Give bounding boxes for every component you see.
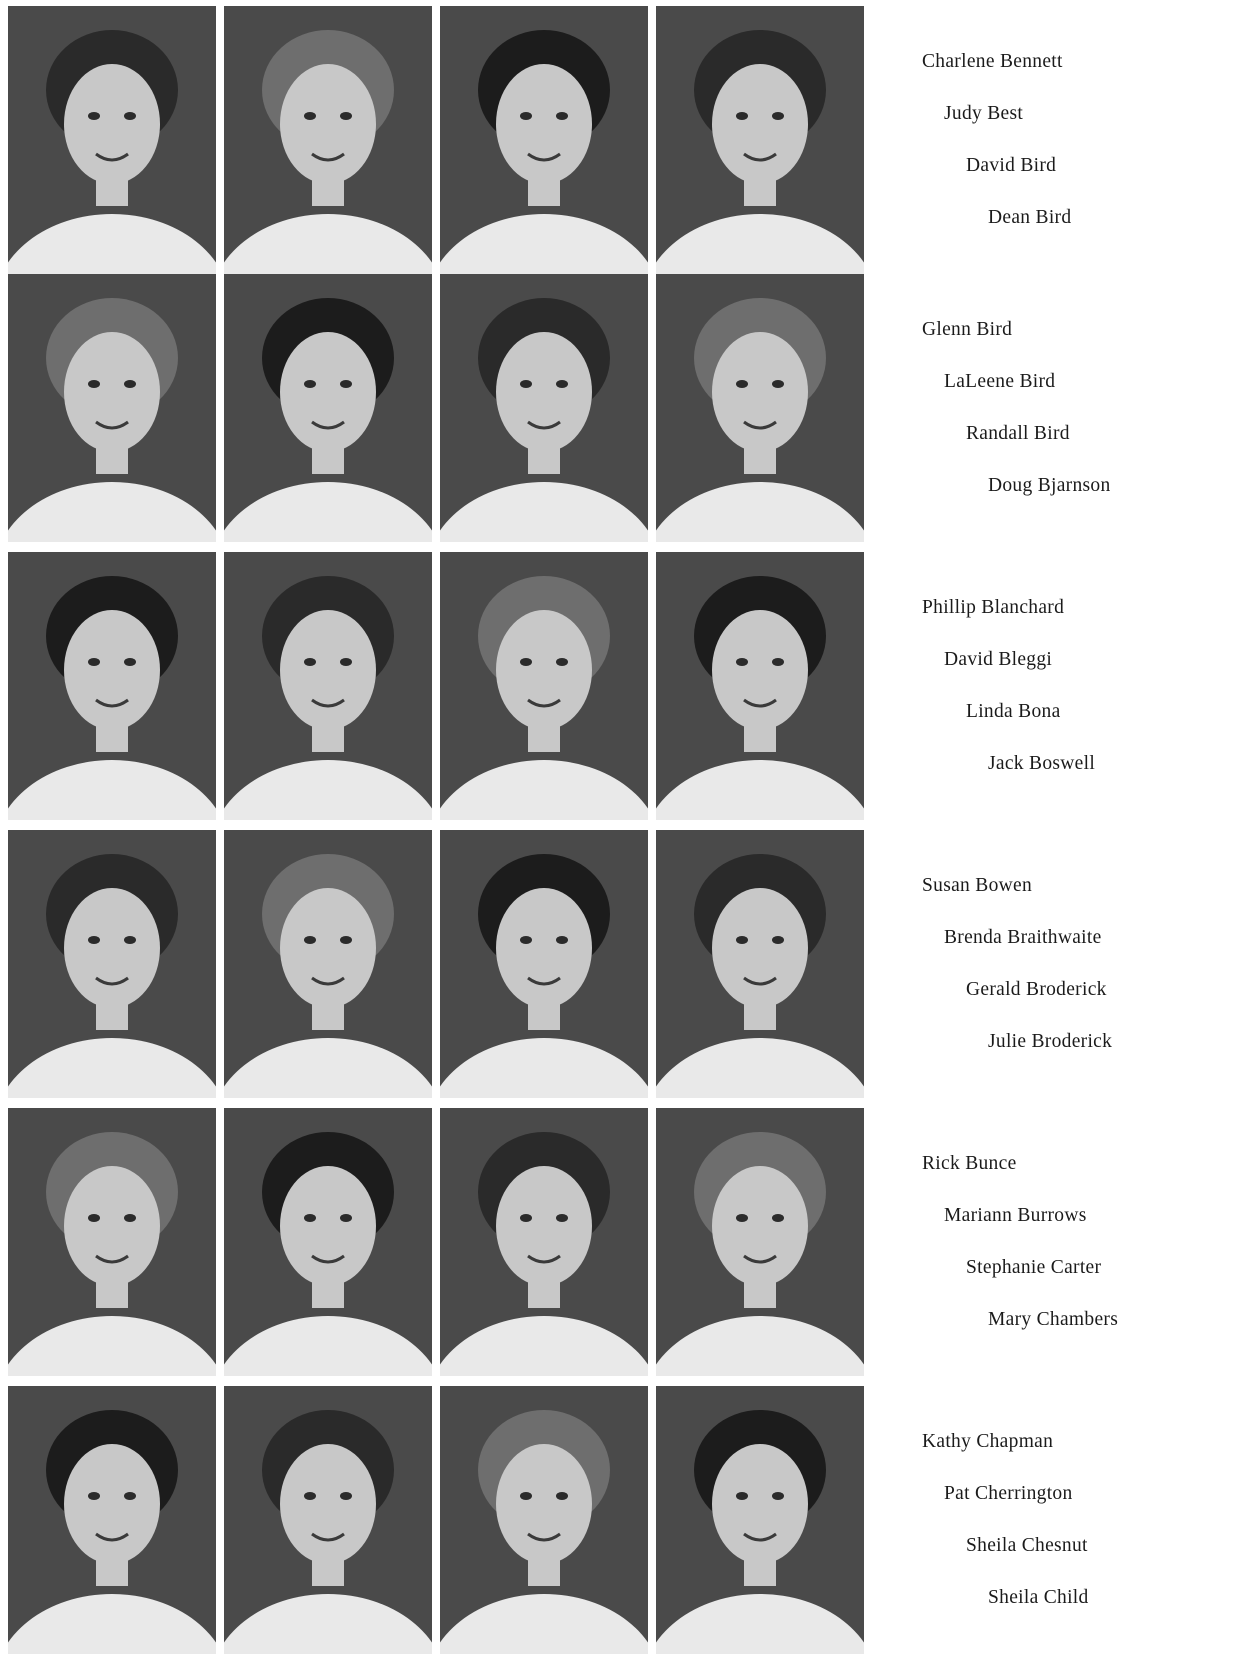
name-group bbox=[900, 274, 1230, 542]
student-name: Stephanie Carter bbox=[966, 1257, 1102, 1278]
portrait-photo-icon bbox=[656, 1386, 864, 1654]
portrait-photo-icon bbox=[224, 274, 432, 542]
student-portrait bbox=[224, 1386, 432, 1654]
student-portrait bbox=[656, 1108, 864, 1376]
student-name: Pat Cherrington bbox=[944, 1483, 1073, 1504]
portrait-photo-icon bbox=[8, 830, 216, 1098]
student-name: Judy Best bbox=[944, 103, 1024, 124]
student-portrait bbox=[224, 6, 432, 274]
student-portrait bbox=[656, 830, 864, 1098]
portrait-photo-icon bbox=[656, 6, 864, 274]
portrait-photo-icon bbox=[440, 6, 648, 274]
portrait-photo-icon bbox=[656, 830, 864, 1098]
student-portrait bbox=[656, 274, 864, 542]
student-name: Linda Bona bbox=[966, 701, 1061, 722]
student-portrait bbox=[8, 1108, 216, 1376]
student-portrait bbox=[224, 830, 432, 1098]
student-name: Charlene Bennett bbox=[922, 51, 1063, 72]
name-group bbox=[900, 1108, 1230, 1376]
name-group bbox=[900, 552, 1230, 820]
portrait-photo-icon bbox=[224, 830, 432, 1098]
portrait-photo-icon bbox=[224, 1108, 432, 1376]
student-portrait bbox=[440, 830, 648, 1098]
student-name: Mariann Burrows bbox=[944, 1205, 1087, 1226]
portrait-photo-icon bbox=[656, 274, 864, 542]
portrait-photo-icon bbox=[224, 552, 432, 820]
student-name: Dean Bird bbox=[988, 207, 1072, 228]
student-portrait bbox=[224, 552, 432, 820]
student-name: Randall Bird bbox=[966, 423, 1070, 444]
student-portrait bbox=[8, 552, 216, 820]
student-name: Gerald Broderick bbox=[966, 979, 1107, 1000]
student-portrait bbox=[8, 6, 216, 274]
student-name: Rick Bunce bbox=[922, 1153, 1017, 1174]
student-name: Jack Boswell bbox=[988, 753, 1096, 774]
student-portrait bbox=[656, 1386, 864, 1654]
student-name: LaLeene Bird bbox=[944, 371, 1056, 392]
portrait-photo-icon bbox=[440, 1386, 648, 1654]
student-portrait bbox=[656, 6, 864, 274]
student-name: Mary Chambers bbox=[988, 1309, 1119, 1330]
student-name: Sheila Child bbox=[988, 1587, 1089, 1608]
portrait-row bbox=[0, 6, 870, 274]
portrait-photo-icon bbox=[656, 1108, 864, 1376]
student-name: Glenn Bird bbox=[922, 319, 1013, 340]
student-name: David Bird bbox=[966, 155, 1057, 176]
name-group bbox=[900, 6, 1230, 274]
student-name: Susan Bowen bbox=[922, 875, 1033, 896]
portrait-row bbox=[0, 830, 870, 1098]
student-portrait bbox=[8, 274, 216, 542]
portrait-row bbox=[0, 1108, 870, 1376]
student-name: Doug Bjarnson bbox=[988, 475, 1111, 496]
student-portrait bbox=[224, 1108, 432, 1376]
student-name: Julie Broderick bbox=[988, 1031, 1113, 1052]
student-name: Brenda Braithwaite bbox=[944, 927, 1102, 948]
name-group bbox=[900, 830, 1230, 1098]
student-portrait bbox=[8, 830, 216, 1098]
portrait-photo-icon bbox=[8, 6, 216, 274]
student-name: David Bleggi bbox=[944, 649, 1053, 670]
portrait-photo-icon bbox=[440, 1108, 648, 1376]
portrait-photo-icon bbox=[8, 274, 216, 542]
student-portrait bbox=[440, 6, 648, 274]
portrait-row bbox=[0, 552, 870, 820]
portrait-photo-icon bbox=[440, 552, 648, 820]
student-portrait bbox=[224, 274, 432, 542]
student-portrait bbox=[656, 552, 864, 820]
portrait-row bbox=[0, 1386, 870, 1654]
student-name: Kathy Chapman bbox=[922, 1431, 1054, 1452]
portrait-photo-icon bbox=[656, 552, 864, 820]
portrait-photo-icon bbox=[8, 1386, 216, 1654]
student-name: Sheila Chesnut bbox=[966, 1535, 1088, 1556]
student-portrait bbox=[8, 1386, 216, 1654]
portrait-photo-icon bbox=[224, 1386, 432, 1654]
student-portrait bbox=[440, 552, 648, 820]
portrait-row bbox=[0, 274, 870, 542]
portrait-photo-icon bbox=[8, 1108, 216, 1376]
name-group bbox=[900, 1386, 1230, 1654]
portrait-photo-icon bbox=[440, 830, 648, 1098]
portrait-photo-icon bbox=[440, 274, 648, 542]
student-name: Phillip Blanchard bbox=[922, 597, 1065, 618]
student-portrait bbox=[440, 1386, 648, 1654]
student-portrait bbox=[440, 274, 648, 542]
portrait-photo-icon bbox=[224, 6, 432, 274]
portrait-photo-icon bbox=[8, 552, 216, 820]
student-portrait bbox=[440, 1108, 648, 1376]
names-column bbox=[900, 0, 1230, 1654]
